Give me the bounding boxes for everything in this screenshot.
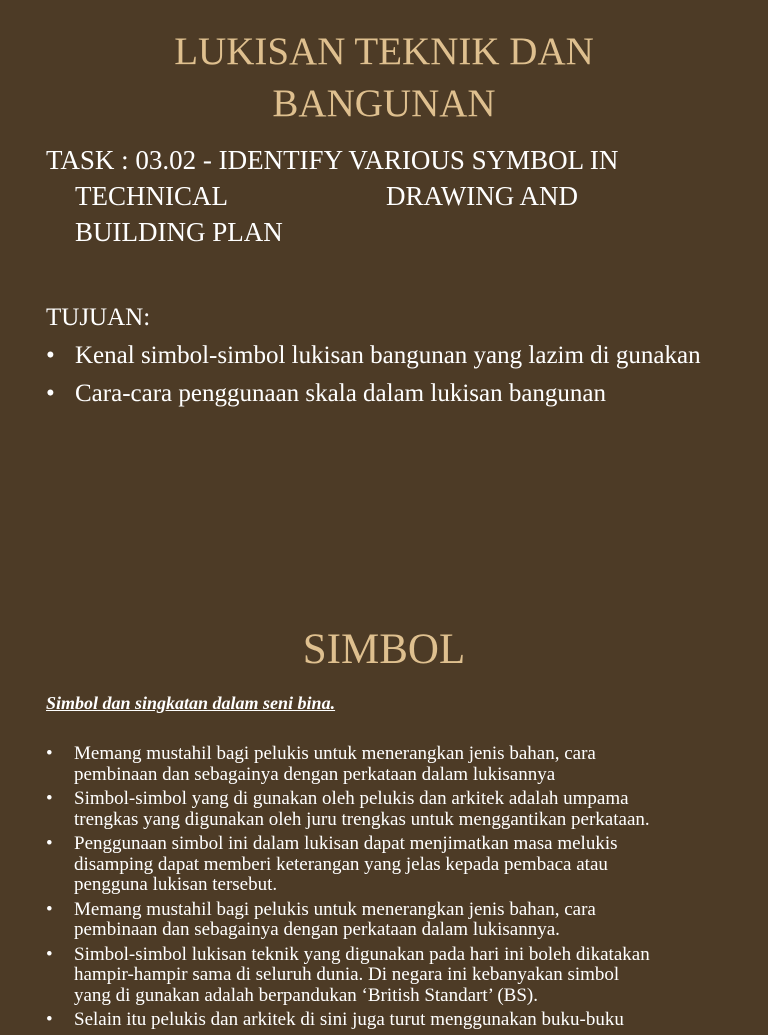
bullet-dot: • — [46, 943, 53, 965]
bullet-line: pembinaan dan sebagainya dengan perkataan dalam lukisannya — [74, 763, 556, 785]
bullet-line: Selain itu pelukis dan arkitek di sini juga turut menggunakan buku-buku — [74, 1009, 624, 1030]
task-line-1: TASK : 03.02 - IDENTIFY VARIOUS SYMBOL IN — [46, 145, 619, 175]
list-item — [46, 340, 746, 372]
list-item — [46, 900, 746, 941]
tujuan-label: TUJUAN: — [46, 304, 151, 331]
bullet-dot: • — [46, 743, 53, 764]
objective-text: Cara-cara penggunaan skala dalam lukisan bangunan — [75, 380, 607, 407]
bullet-dot: • — [46, 1009, 53, 1030]
objectives-list — [46, 340, 746, 416]
bullet-line: pengguna lukisan tersebut. — [74, 874, 278, 895]
title-line-1: LUKISAN TEKNIK DAN — [174, 30, 594, 73]
section-subtitle: Simbol dan singkatan dalam seni bina. — [46, 693, 336, 713]
list-item — [46, 834, 746, 896]
slide-2 — [0, 600, 768, 1030]
bullet-dot: • — [46, 833, 53, 854]
bullet-dot: • — [46, 788, 53, 809]
task-line-3: BUILDING PLAN — [75, 217, 283, 247]
bullet-line: hampir-hampir sama di seluruh dunia. Di negara ini kebanyakan simbol — [74, 964, 620, 985]
bullet-dot: • — [46, 380, 55, 407]
bullet-line: disamping dapat memberi keterangan yang jelas kepada pembaca atau — [74, 853, 608, 875]
symbol-notes-list — [46, 744, 746, 1035]
bullet-line: Simbol-simbol yang di gunakan oleh pelukis dan arkitek adalah umpama — [74, 788, 629, 809]
list-item — [46, 945, 746, 1007]
bullet-line: Penggunaan simbol ini dalam lukisan dapat menjimatkan masa melukis — [74, 833, 618, 854]
list-item — [46, 1010, 746, 1031]
slide-1-title — [0, 26, 768, 130]
bullet-line: Simbol-simbol lukisan teknik yang digunakan pada hari ini boleh dikatakan — [74, 943, 650, 965]
bullet-dot: • — [46, 342, 55, 369]
task-heading — [46, 142, 736, 250]
bullet-line: Memang mustahil bagi pelukis untuk menerangkan jenis bahan, cara — [74, 743, 596, 764]
bullet-dot: • — [46, 898, 53, 920]
list-item — [46, 378, 746, 410]
objective-text: Kenal simbol-simbol lukisan bangunan yang lazim di gunakan — [75, 342, 701, 369]
bullet-line: Memang mustahil bagi pelukis untuk menerangkan jenis bahan, cara — [74, 898, 596, 920]
task-word-technical: TECHNICAL — [75, 181, 228, 211]
slide-2-title: SIMBOL — [302, 626, 466, 673]
bullet-line: yang di gunakan adalah berpandukan ‘British Standart’ (BS). — [74, 984, 538, 1006]
list-item — [46, 744, 746, 785]
bullet-line: trengkas yang digunakan oleh juru trengkas untuk menggantikan perkataan. — [74, 808, 650, 830]
bullet-line: pembinaan dan sebagainya dengan perkataan dalam lukisannya. — [74, 919, 560, 940]
task-word-drawing: DRAWING AND — [385, 181, 579, 211]
list-item — [46, 789, 746, 830]
task-line-2 — [46, 178, 736, 214]
title-line-2: BANGUNAN — [272, 82, 496, 125]
